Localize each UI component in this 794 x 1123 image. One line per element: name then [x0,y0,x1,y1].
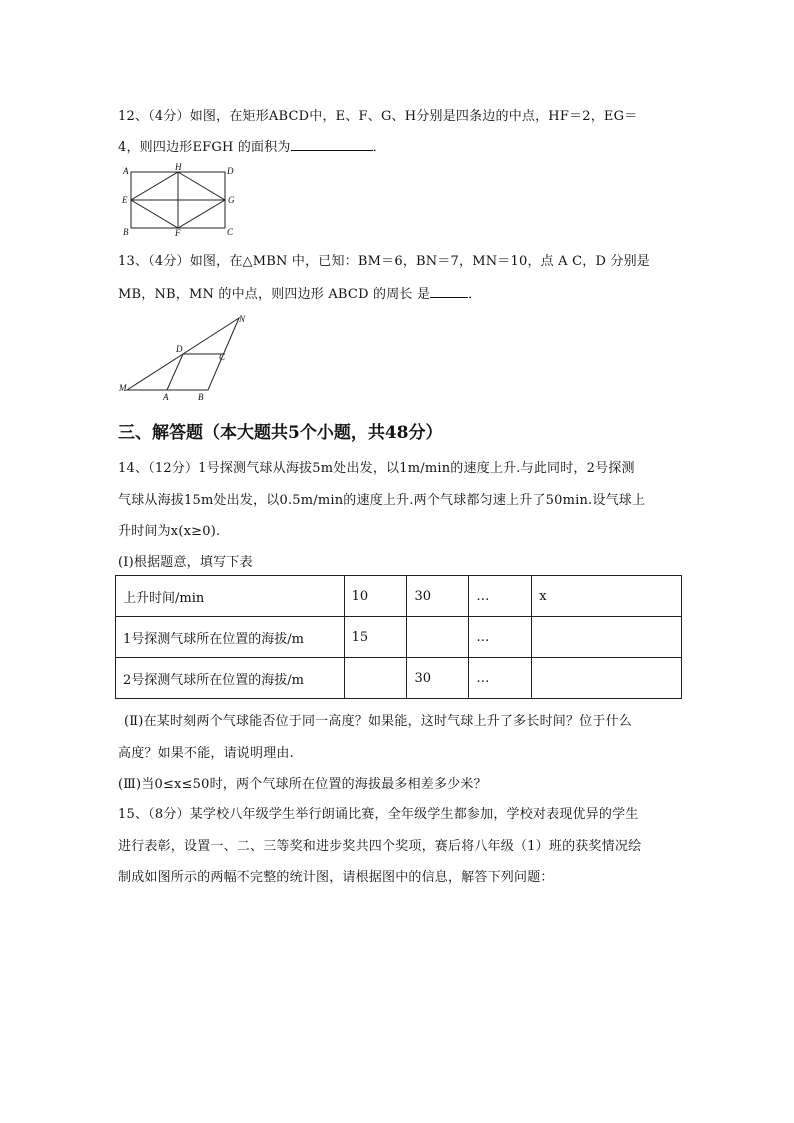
label-m: M [119,383,127,393]
label-h: H [175,162,182,172]
q14-line-1: 14、（12分）1号探测气球从海拔5m处出发，以1m/min的速度上升.与此同时，2号探测 [118,461,635,476]
label-a: A [163,392,169,402]
q13-answer-blank[interactable] [430,285,468,298]
q12-line-1: 12、（4分）如图，在矩形ABCD中，E、F、G、H分别是四条边的中点，HF＝2，EG＝ [118,109,638,124]
q14-part-2-line-1: (Ⅱ)在某时刻两个气球能否位于同一高度？如果能，这时气球上升了多长时间？位于什么 [124,714,632,729]
q14-part-2-line-2: 高度？如果不能，请说明理由. [118,746,294,761]
q14-line-3: 升时间为x(x≥0). [118,524,221,539]
q14-line-2: 气球从海拔15m处出发，以0.5m/min的速度上升.两个气球都匀速上升了50min.设气球上 [118,493,646,508]
table-cell: … [469,658,532,699]
table-row [116,658,682,699]
q12-rectangle-figure [115,162,245,238]
table-cell: x [532,576,682,617]
q15-line-2: 进行表彰，设置一、二、三等奖和进步奖共四个奖项，赛后将八年级（1）班的获奖情况绘 [118,839,642,854]
table-cell-blank[interactable] [532,617,682,658]
q15-line-1: 15、（8分）某学校八年级学生举行朗诵比赛，全年级学生都参加，学校对表现优异的学生 [118,807,639,822]
table-cell-blank[interactable] [532,658,682,699]
q13-line-2 [118,283,481,302]
table-cell: 30 [407,658,469,699]
table-cell: 上升时间/min [116,576,345,617]
label-c: C [227,227,234,237]
table-cell-blank[interactable] [344,658,407,699]
q13-triangle-figure [115,310,255,402]
q14-part-1: (Ⅰ)根据题意，填写下表 [118,555,253,570]
table-cell: 30 [407,576,469,617]
label-a: A [123,166,129,176]
q15-line-3: 制成如图所示的两幅不完整的统计图，请根据图中的信息，解答下列问题： [118,870,554,885]
q12-line-2 [118,136,386,155]
table-cell: … [469,617,532,658]
table-cell: 1号探测气球所在位置的海拔/m [116,617,345,658]
table-cell: 15 [344,617,407,658]
q12-answer-blank[interactable] [291,138,373,151]
label-b: B [198,392,204,402]
label-n: N [239,314,246,324]
q12-line-2-end: ． [372,140,386,155]
table-row [116,576,682,617]
label-c: C [219,352,226,362]
label-e: E [122,195,128,205]
label-d: D [227,166,234,176]
table-cell: 2号探测气球所在位置的海拔/m [116,658,345,699]
q13-line-1: 13、（4分）如图，在△MBN 中，已知：BM＝6，BN＝7，MN＝10，点 A C，D 分别是 [118,254,650,269]
label-d: D [176,344,183,354]
section-3-heading: 三、解答题（本大题共5个小题，共48分） [118,423,443,443]
table-cell: … [469,576,532,617]
table-cell: 10 [344,576,407,617]
label-f: F [175,228,181,238]
q14-data-table [115,575,682,699]
q13-line-2-text: MB，NB，MN 的中点，则四边形 ABCD 的周长 是 [118,287,431,302]
q12-line-2-text: 4，则四边形EFGH 的面积为 [118,140,291,155]
label-g: G [228,195,235,205]
q14-part-3: (Ⅲ)当0≤x≤50时，两个气球所在位置的海拔最多相差多少米？ [118,777,487,792]
q13-line-2-end: ． [468,287,482,302]
label-b: B [123,227,129,237]
table-row [116,617,682,658]
table-cell-blank[interactable] [407,617,469,658]
